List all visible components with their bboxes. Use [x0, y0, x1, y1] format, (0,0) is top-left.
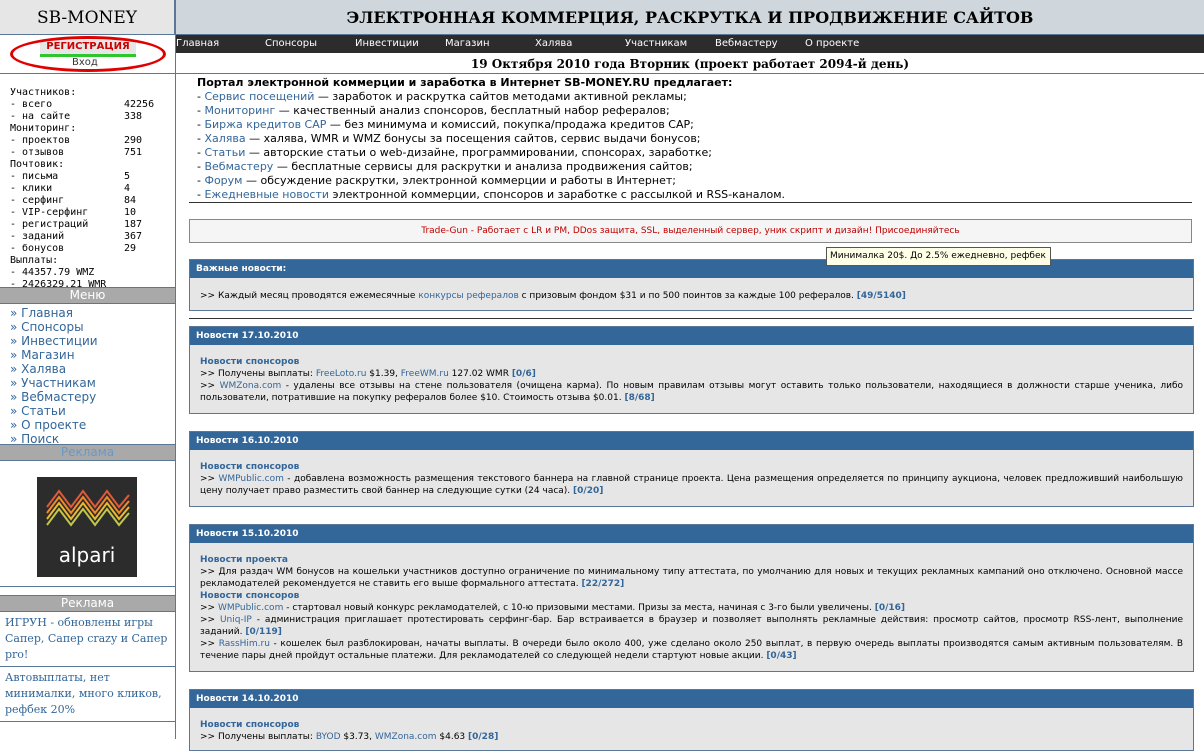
stat-row: [0, 171, 175, 183]
stat-value: 84: [124, 195, 137, 206]
important-news-box: Важные новости: >> Каждый месяц проводятся ежемесячные конкурсы рефералов с призовым фондом $31 и по 500 поинтов за каждые 100 рефералов. [49/5140]: [189, 259, 1194, 311]
intro-text: электронной коммерции, спонсоров и заработке с рассылкой и RSS-каналом.: [329, 188, 785, 201]
top-navigation: [176, 35, 1204, 53]
current-date: 19 Октября 2010 года Вторник (проект работает 2094-й день): [176, 53, 1204, 74]
side-menu-item[interactable]: » Статьи: [10, 404, 66, 418]
nav-investments[interactable]: Инвестиции: [355, 38, 419, 49]
stat-label: - 2426329.21 WMR: [10, 279, 107, 290]
news-link[interactable]: BYOD: [315, 732, 341, 742]
stat-row: [0, 195, 175, 207]
stat-row: [0, 183, 175, 195]
stat-value: 29: [124, 243, 137, 254]
stat-label: - регистраций: [10, 219, 89, 230]
stat-row: [0, 231, 175, 243]
news-subheading: Новости спонсоров: [200, 462, 300, 472]
portal-intro: [197, 76, 785, 202]
news-subheading: Новости проекта: [200, 555, 288, 565]
side-menu-item[interactable]: » Участникам: [10, 376, 96, 390]
nav-freebies[interactable]: Халява: [535, 38, 573, 49]
news-box-16-10: Новости 16.10.2010 Новости спонсоров >> WMPublic.com - добавлена возможность размещения текстового баннера на главной странице проекта. Цена размещения определяется по принципу аукциона, человек предложивший наибольшую цену получает право разместить свой баннер на следующие сутки (24 часа). [0/20]: [189, 431, 1194, 507]
news-date: Новости 15.10.2010: [190, 525, 1193, 543]
ads-title: Реклама: [0, 445, 175, 461]
intro-link[interactable]: Форум: [204, 174, 243, 187]
side-menu-item[interactable]: » Поиск: [10, 432, 60, 446]
intro-link[interactable]: Биржа кредитов CAP: [204, 118, 327, 131]
stat-value: 4: [124, 183, 131, 194]
stat-row: [0, 279, 175, 291]
stat-value: 5: [124, 171, 131, 182]
tooltip: Минималка 20$. До 2.5% ежедневно, рефбек: [826, 247, 1051, 266]
stat-row: [0, 159, 175, 171]
comment-count[interactable]: [0/119]: [245, 627, 282, 637]
comment-count[interactable]: [0/6]: [511, 369, 536, 379]
stat-value: 290: [124, 135, 143, 146]
stat-label: - всего: [10, 99, 53, 110]
intro-item: - Статьи — авторские статьи о web-дизайне, программировании, спонсорах, заработке;: [197, 146, 712, 159]
page-title: ЭЛЕКТРОННАЯ КОММЕРЦИЯ, РАСКРУТКА И ПРОДВИЖЕНИЕ САЙТОВ: [176, 0, 1204, 35]
intro-link[interactable]: Ежедневные новости: [204, 188, 330, 201]
stat-label: - серфинг: [10, 195, 65, 206]
intro-link[interactable]: Вебмастеру: [204, 160, 274, 173]
divider: [189, 318, 1192, 319]
ads-title-2: Реклама: [0, 595, 175, 612]
red-highlight-circle: [10, 36, 166, 72]
news-date: Новости 16.10.2010: [190, 432, 1193, 450]
side-menu: [0, 304, 175, 445]
intro-title: Портал электронной коммерции и заработка в Интернет SB-MONEY.RU предлагает:: [197, 76, 733, 89]
alpari-text: alpari: [58, 543, 116, 567]
intro-item: - Халява — халява, WMR и WMZ бонусы за посещения сайтов, сервис выдачи бонусов;: [197, 132, 701, 145]
news-link[interactable]: RassHim.ru: [218, 639, 270, 649]
news-subheading: Новости спонсоров: [200, 357, 300, 367]
news-link[interactable]: WMZona.com: [219, 381, 282, 391]
stat-label: - VIP-серфинг: [10, 207, 89, 218]
comment-count[interactable]: [0/43]: [766, 651, 797, 661]
stat-label: Почтовик:: [10, 159, 65, 170]
stat-value: 187: [124, 219, 143, 230]
stat-value: 42256: [124, 99, 155, 110]
side-menu-item[interactable]: » Инвестиции: [10, 334, 98, 348]
nav-shop[interactable]: Магазин: [445, 38, 490, 49]
intro-text: — авторские статьи о web-дизайне, программировании, спонсорах, заработке;: [245, 146, 712, 159]
news-subheading: Новости спонсоров: [200, 591, 300, 601]
stat-row: [0, 111, 175, 123]
news-box-15-10: Новости 15.10.2010 Новости проекта >> Для раздач WM бонусов на кошельки участников доступно ограничение по минимальному типу аттестата, по умолчанию для новых и текущих рекламных кампаний оно отключено. Основной массе рекламодателей рекомендуется не ставить его выше формального аттестата. [22/272] Новости спонсоров >> WMPublic.com - стартовал новый конкурс рекламодателей, с 10-ю призовыми местами. Призы за места, начиная с 3-го были увеличены. [0/16] >> Uniq-IP - администрация приглашает протестировать серфинг-бар. Бар встраивается в браузер и позволяет выполнять рекламные действия: просмотр сайтов, просмотр RSS-лент, выполнение заданий. [0/119] >> RassHim.ru - кошелек был разблокирован, начаты выплаты. В очереди было около 400, уже сделано около 250 выплат, в первую очередь выплаты производятся самым активным пользователям. В течение пары дней пройдут остальные платежи. Для рекламодателей со следующей недели стартуют новые акции. [0/43]: [189, 524, 1194, 672]
stat-row: [0, 243, 175, 255]
intro-item: - Мониторинг — качественный анализ спонсоров, бесплатный набор рефералов;: [197, 104, 670, 117]
intro-link[interactable]: Мониторинг: [204, 104, 276, 117]
intro-text: — без минимума и комиссий, покупка/продажа кредитов CAP;: [326, 118, 694, 131]
news-box-17-10: Новости 17.10.2010 Новости спонсоров >> Получены выплаты: FreeLoto.ru $1.39, FreeWM.ru 127.02 WMR [0/6] >> WMZona.com - удалены все отзывы на стене пользователя (очищена карма). По новым правилам отзывы могут оставить только пользователи, находящиеся в должности старше ученика, либо пользователи, потратившие на покупку рефералов более $10. Стоимость отзыва $0.01. [8/68]: [189, 326, 1194, 414]
news-subheading: Новости спонсоров: [200, 720, 300, 730]
news-link[interactable]: WMZona.com: [374, 732, 437, 742]
intro-link[interactable]: Халява: [204, 132, 246, 145]
stat-label: - 44357.79 WMZ: [10, 267, 95, 278]
stat-row: [0, 147, 175, 159]
ad-link-igrun[interactable]: ИГРУН - обновлены игры Сапер, Сапер crazy и Сапер pro!: [0, 612, 175, 667]
news-link[interactable]: FreeLoto.ru: [315, 369, 367, 379]
divider: [189, 202, 1192, 203]
side-menu-item[interactable]: » Спонсоры: [10, 320, 84, 334]
alpari-banner[interactable]: [0, 461, 175, 587]
news-box-14-10: Новости 14.10.2010 Новости спонсоров >> Получены выплаты: BYOD $3.73, WMZona.com $4.63 [0/28]: [189, 689, 1194, 751]
intro-item: - Форум — обсуждение раскрутки, электронной коммерции и работы в Интернет;: [197, 174, 676, 187]
nav-members[interactable]: Участникам: [625, 38, 688, 49]
important-news-title: Важные новости:: [190, 260, 1193, 278]
side-menu-item[interactable]: » Халява: [10, 362, 67, 376]
news-link[interactable]: Uniq-IP: [219, 615, 252, 625]
stat-row: [0, 219, 175, 231]
intro-item: - Биржа кредитов CAP — без минимума и комиссий, покупка/продажа кредитов CAP;: [197, 118, 694, 131]
menu-title: Меню: [0, 288, 175, 304]
intro-text: — качественный анализ спонсоров, бесплатный набор рефералов;: [275, 104, 670, 117]
stat-label: Мониторинг:: [10, 123, 77, 134]
stat-label: - бонусов: [10, 243, 65, 254]
stat-row: [0, 135, 175, 147]
stat-label: - проектов: [10, 135, 71, 146]
stat-label: - заданий: [10, 231, 65, 242]
stat-value: 10: [124, 207, 137, 218]
stat-label: - письма: [10, 171, 59, 182]
intro-item: - Ежедневные новости электронной коммерции, спонсоров и заработке с рассылкой и RSS-каналом.: [197, 188, 785, 201]
stat-label: Участников:: [10, 87, 77, 98]
news-link[interactable]: FreeWM.ru: [400, 369, 449, 379]
registration-area: [0, 35, 175, 74]
promo-banner-trade-gun[interactable]: Trade-Gun - Работает с LR и PM, DDos защита, SSL, выделенный сервер, уник скрипт и дизайн! Присоединяйтесь: [189, 219, 1192, 243]
stat-value: 338: [124, 111, 143, 122]
stat-label: - на сайте: [10, 111, 71, 122]
stat-value: 367: [124, 231, 143, 242]
nav-sponsors[interactable]: Спонсоры: [265, 38, 318, 49]
referral-contest-link[interactable]: конкурсы рефералов: [418, 291, 519, 301]
comment-count[interactable]: [8/68]: [624, 393, 655, 403]
intro-text: — халява, WMR и WMZ бонусы за посещения сайтов, сервис выдачи бонусов;: [245, 132, 701, 145]
intro-text: — заработок и раскрутка сайтов методами активной рекламы;: [314, 90, 687, 103]
side-menu-item[interactable]: » Главная: [10, 306, 73, 320]
stat-row: [0, 267, 175, 279]
left-sidebar: [0, 0, 176, 739]
stat-row: [0, 87, 175, 99]
news-date: Новости 17.10.2010: [190, 327, 1193, 345]
news-date: Новости 14.10.2010: [190, 690, 1193, 708]
site-logo[interactable]: SB-MONEY: [0, 0, 175, 35]
intro-item: - Сервис посещений — заработок и раскрутка сайтов методами активной рекламы;: [197, 90, 687, 103]
alpari-logo[interactable]: [37, 477, 137, 577]
intro-link[interactable]: Сервис посещений: [204, 90, 315, 103]
comment-count[interactable]: [49/5140]: [856, 291, 906, 301]
stat-label: - клики: [10, 183, 53, 194]
news-link[interactable]: WMPublic.com: [218, 474, 284, 484]
intro-item: - Вебмастеру — бесплатные сервисы для раскрутки и анализа продвижения сайтов;: [197, 160, 693, 173]
news-link[interactable]: WMPublic.com: [217, 603, 284, 613]
comment-count[interactable]: [0/20]: [573, 486, 604, 496]
alpari-zigzag-icon: [37, 477, 137, 537]
comment-count[interactable]: [22/272]: [581, 579, 625, 589]
stat-label: Выплаты:: [10, 255, 59, 266]
stat-row: [0, 99, 175, 111]
side-menu-item[interactable]: » Вебмастеру: [10, 390, 97, 404]
intro-text: — бесплатные сервисы для раскрутки и анализа продвижения сайтов;: [273, 160, 693, 173]
stat-row: [0, 207, 175, 219]
intro-link[interactable]: Статьи: [204, 146, 246, 159]
side-menu-item[interactable]: » О проекте: [10, 418, 87, 432]
stat-value: 751: [124, 147, 143, 158]
comment-count[interactable]: [0/28]: [468, 732, 499, 742]
intro-text: — обсуждение раскрутки, электронной коммерции и работы в Интернет;: [242, 174, 676, 187]
site-statistics: [0, 74, 175, 288]
side-menu-item[interactable]: » Магазин: [10, 348, 75, 362]
registration-button[interactable]: РЕГИСТРАЦИЯ: [40, 40, 136, 57]
comment-count[interactable]: [0/16]: [874, 603, 906, 613]
stat-row: [0, 255, 175, 267]
nav-home[interactable]: Главная: [176, 38, 220, 49]
nav-about[interactable]: О проекте: [805, 38, 860, 49]
stat-label: - отзывов: [10, 147, 65, 158]
stat-row: [0, 123, 175, 135]
nav-webmaster[interactable]: Вебмастеру: [715, 38, 778, 49]
ad-link-autopay[interactable]: Автовыплаты, нет минималки, много кликов, рефбек 20%: [0, 667, 175, 722]
login-link[interactable]: Вход: [72, 57, 98, 68]
